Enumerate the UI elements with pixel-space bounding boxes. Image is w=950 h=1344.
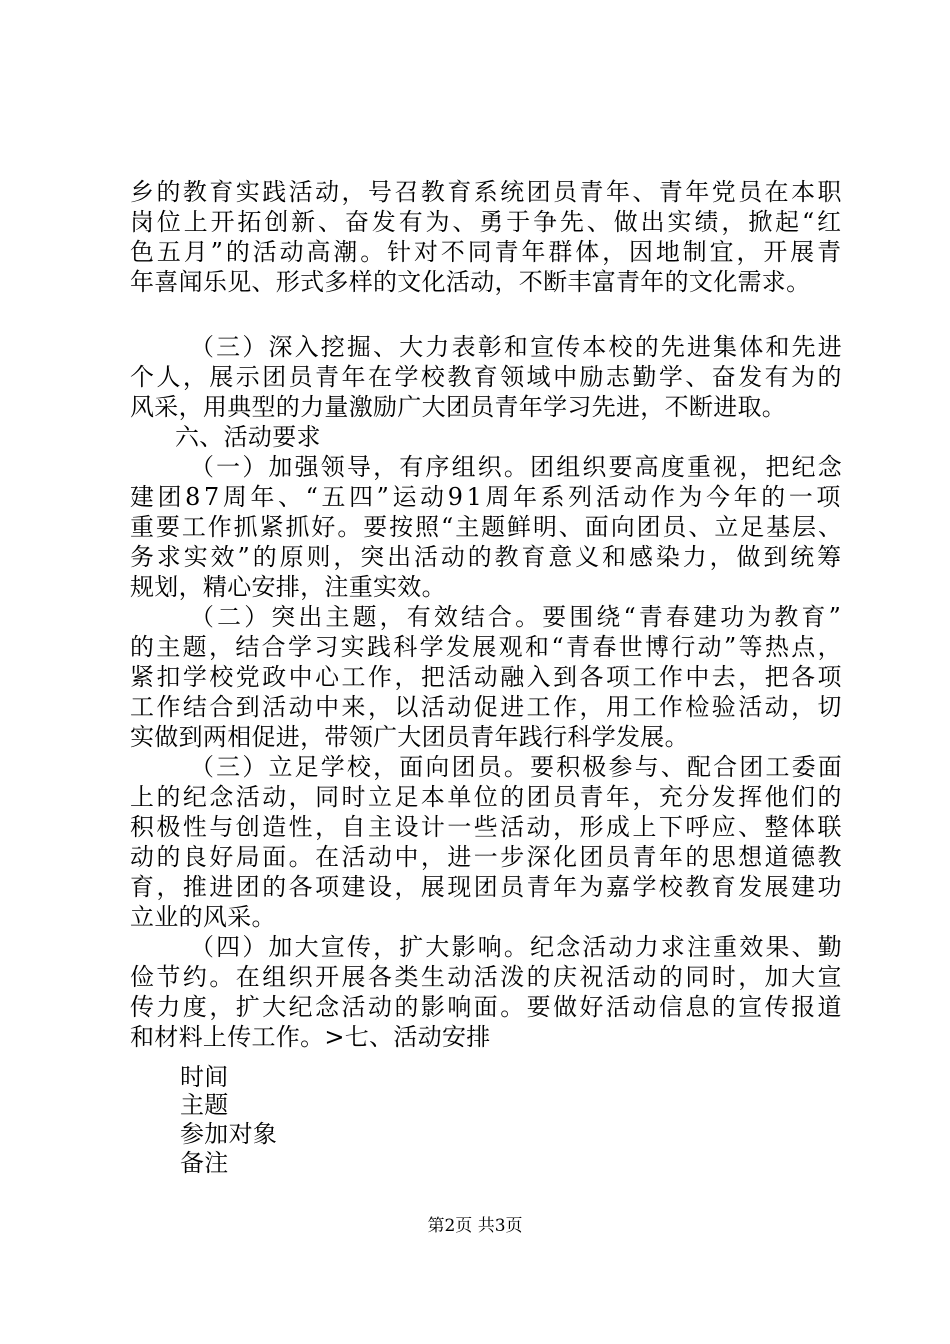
- paragraph-line: 规划，精心安排，注重实效。: [130, 573, 446, 601]
- paragraph-line: 时间: [180, 1063, 229, 1091]
- paragraph-line: 俭节约。在组织开展各类生动活泼的庆祝活动的同时，加大宣: [130, 963, 844, 991]
- paragraph-line: 动的良好局面。在活动中，进一步深化团员青年的思想道德教: [130, 843, 844, 871]
- paragraph-line: 紧扣学校党政中心工作，把活动融入到各项工作中去，把各项: [130, 663, 844, 691]
- paragraph-line: 主题: [180, 1091, 229, 1119]
- paragraph-line: 风采，用典型的力量激励广大团员青年学习先进，不断进取。: [130, 393, 787, 421]
- paragraph-line: 年喜闻乐见、形式多样的文化活动，不断丰富青年的文化需求。: [130, 268, 811, 296]
- paragraph-line: （三）立足学校，面向团员。要积极参与、配合团工委面: [190, 753, 844, 781]
- paragraph-line: 工作结合到活动中来，以活动促进工作，用工作检验活动，切: [130, 693, 844, 721]
- page-footer: 第2页 共3页: [427, 1216, 523, 1236]
- paragraph-line: （四）加大宣传，扩大影响。纪念活动力求注重效果、勤: [190, 933, 844, 961]
- paragraph-line: （二）突出主题，有效结合。要围绕“青春建功为教育”: [190, 603, 845, 631]
- paragraph-line: 和材料上传工作。>七、活动安排: [130, 1023, 491, 1051]
- paragraph-line: 立业的风采。: [130, 903, 276, 931]
- paragraph-line: 参加对象: [180, 1120, 278, 1148]
- paragraph-line: （三）深入挖掘、大力表彰和宣传本校的先进集体和先进: [190, 333, 844, 361]
- paragraph-line: 六、活动要求: [175, 423, 321, 451]
- paragraph-line: 建团87周年、“五四”运动91周年系列活动作为今年的一项: [130, 483, 844, 511]
- paragraph-line: 务求实效”的原则，突出活动的教育意义和感染力，做到统筹: [130, 543, 845, 571]
- paragraph-line: 色五月”的活动高潮。针对不同青年群体，因地制宜，开展青: [130, 238, 845, 266]
- paragraph-line: 的主题，结合学习实践科学发展观和“青春世博行动”等热点，: [130, 633, 844, 661]
- paragraph-line: 个人，展示团员青年在学校教育领域中励志勤学、奋发有为的: [130, 363, 844, 391]
- paragraph-line: 实做到两相促进，带领广大团员青年践行科学发展。: [130, 723, 689, 751]
- paragraph-line: （一）加强领导，有序组织。团组织要高度重视，把纪念: [190, 453, 844, 481]
- paragraph-line: 上的纪念活动，同时立足本单位的团员青年，充分发挥他们的: [130, 783, 844, 811]
- paragraph-line: 岗位上开拓创新、奋发有为、勇于争先、做出实绩，掀起“红: [130, 208, 845, 236]
- paragraph-line: 积极性与创造性，自主设计一些活动，形成上下呼应、整体联: [130, 813, 844, 841]
- paragraph-line: 备注: [180, 1149, 229, 1177]
- paragraph-line: 乡的教育实践活动，号召教育系统团员青年、青年党员在本职: [130, 178, 844, 206]
- paragraph-line: 传力度，扩大纪念活动的影响面。要做好活动信息的宣传报道: [130, 993, 844, 1021]
- paragraph-line: 重要工作抓紧抓好。要按照“主题鲜明、面向团员、立足基层、: [130, 513, 844, 541]
- paragraph-line: 育，推进团的各项建设，展现团员青年为嘉学校教育发展建功: [130, 873, 844, 901]
